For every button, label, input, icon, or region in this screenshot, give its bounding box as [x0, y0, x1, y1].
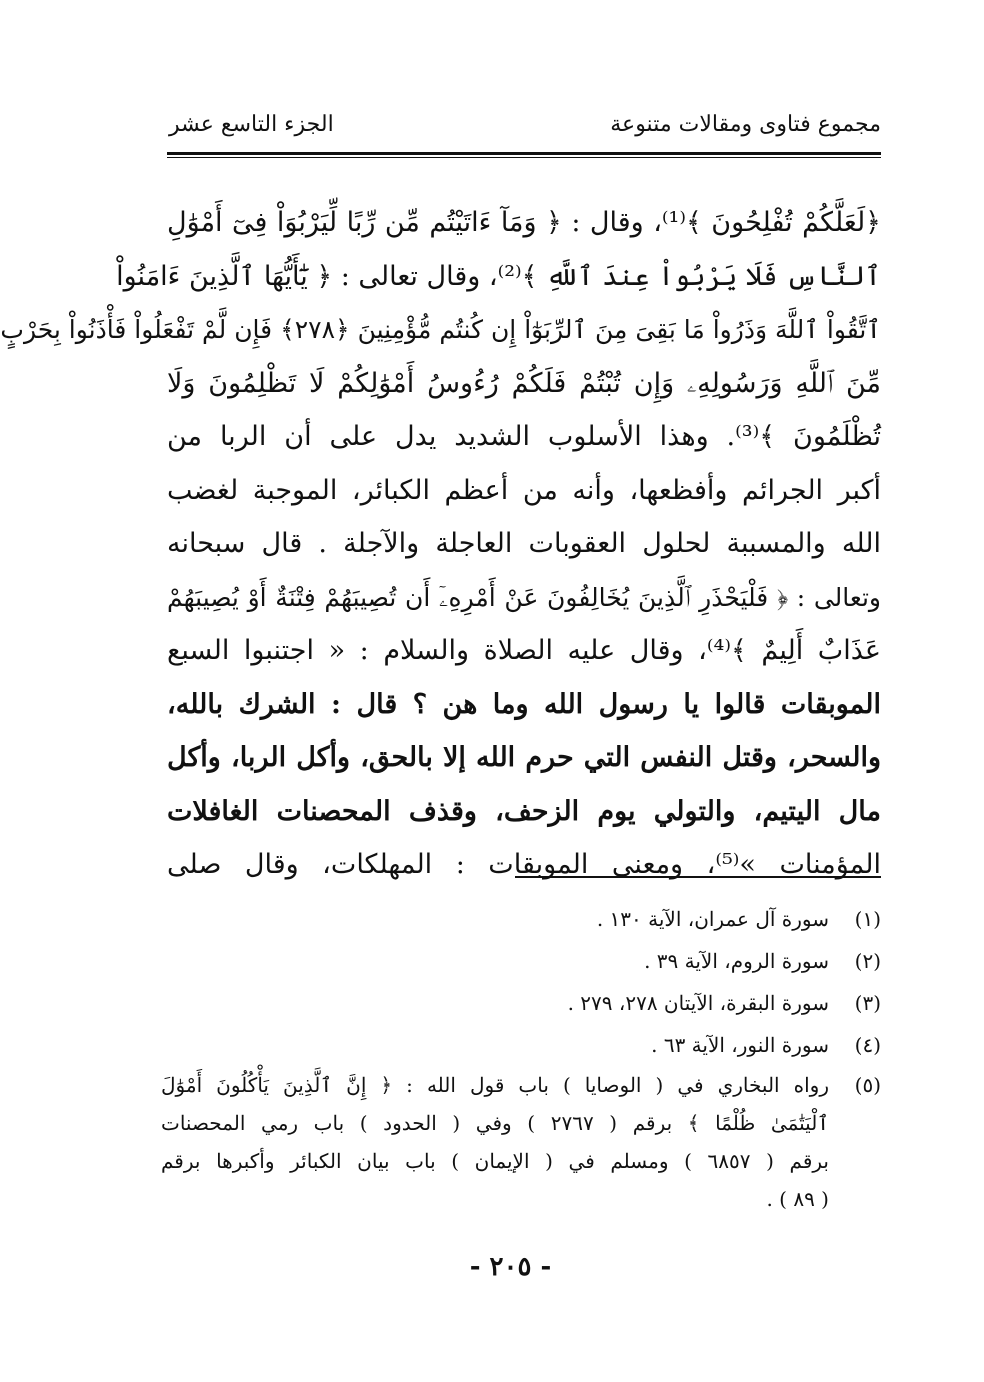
footnote-text: برقم ( ٦٨٥٧ ) ومسلم في ( الإيمان ) باب بيان الكبائر وأكبرها برقم	[161, 1149, 829, 1173]
footnote	[161, 1024, 881, 1066]
header-rule-thin	[167, 157, 881, 158]
footnote-number: (٤)	[854, 1033, 881, 1057]
running-header	[169, 112, 881, 137]
book-title: مجموع فتاوى ومقالات متنوعة	[610, 112, 881, 137]
hadith-line: والسحر، وقتل النفس التي حرم الله إلا بالحق، وأكل الربا، وأكل	[167, 742, 881, 773]
footnote-number: (٢)	[854, 949, 881, 973]
text-line: مِّنَ ٱللَّهِ وَرَسُولِهِۦ وَإِن تُبْتُمْ فَلَكُمْ رُءُوسُ أَمْوَٰلِكُمْ لَا تَظْلِمُونَ وَلَا	[167, 367, 881, 399]
footnote-text: رواه البخاري في ( الوصايا ) باب قول الله : ﴿ إِنَّ ٱلَّذِينَ يَأْكُلُونَ أَمْوَٰلَ	[161, 1073, 829, 1097]
footnote	[161, 982, 881, 1024]
footnote-separator	[515, 876, 881, 878]
footnote	[161, 1066, 881, 1218]
footnote-number: (٥)	[854, 1073, 881, 1097]
main-text	[0, 196, 881, 892]
text-line: الله والمسببة لحلول العقوبات العاجلة والآجلة . قال سبحانه	[167, 528, 881, 559]
footnotes	[161, 898, 881, 1218]
footnote-number: (٣)	[854, 991, 881, 1015]
footnote-text: سورة آل عمران، الآية ١٣٠ .	[596, 907, 829, 931]
page-number: - ٢٠٥ -	[469, 1252, 552, 1282]
header-rule	[167, 152, 881, 155]
footnote-text: سورة النور، الآية ٦٣ .	[651, 1033, 829, 1057]
volume-label: الجزء التاسع عشر	[169, 112, 334, 137]
text-line: ٱتَّقُواْ ٱللَّهَ وَذَرُواْ مَا بَقِىَ مِنَ ٱلرِّبَوٰٓاْ إِن كُنتُم مُّؤْمِنِينَ ﴿٢٧٨﴾ فَإِن لَّمْ تَفْعَلُواْ فَأْذَنُواْ بِحَرْبٍ	[0, 315, 881, 344]
footnote-text: ٱلْيَتَٰمَىٰ ظُلْمًا ﴾ برقم ( ٢٧٦٧ ) وفي ( الحدود ) باب رمي المحصنات	[161, 1111, 830, 1135]
text-line: أكبر الجرائم وأفظعها، وأنه من أعظم الكبائر، الموجبة لغضب	[167, 474, 881, 506]
text-line: تُظْلَمُونَ ﴾⁽³⁾. وهذا الأسلوب الشديد يدل على أن الربا من	[167, 421, 881, 452]
hadith-line: مال اليتيم، والتولي يوم الزحف، وقذف المحصنات الغافلات	[167, 795, 881, 827]
text-line: عَذَابٌ أَلِيمٌ ﴾⁽⁴⁾، وقال عليه الصلاة والسلام : « اجتنبوا السبع	[167, 635, 881, 666]
footnote	[161, 940, 881, 982]
text-line: ٱلنَّاسِ فَلَا يَرْبُواْ عِندَ ٱللَّهِ ﴾⁽²⁾، وقال تعالى : ﴿ يَٰٓأَيُّهَا ٱلَّذِينَ ءَامَنُواْ	[116, 260, 881, 292]
footnote-text: ( ٨٩ ) .	[766, 1187, 829, 1211]
footnote-number: (١)	[854, 907, 881, 931]
footnote	[161, 898, 881, 940]
text-line: وتعالى : ﴿ فَلْيَحْذَرِ ٱلَّذِينَ يُخَالِفُونَ عَنْ أَمْرِهِۦٓ أَن تُصِيبَهُمْ فِتْنَةٌ أَوْ يُصِيبَهُمْ	[167, 582, 881, 612]
text-line: المؤمنات »⁽⁵⁾، ومعنى الموبقات : المهلكات، وقال صلى	[167, 849, 881, 880]
hadith-line: الموبقات قالوا يا رسول الله وما هن ؟ قال : الشرك بالله،	[167, 688, 881, 720]
text-line: ﴿لَعَلَّكُمْ تُفْلِحُونَ ﴾⁽¹⁾، وقال : ﴿ وَمَآ ءَاتَيْتُم مِّن رِّبًا لِّيَرْبُوَاْ فِىٓ أَمْوَٰلِ	[167, 207, 881, 238]
footnote-text: سورة البقرة، الآيتان ٢٧٨، ٢٧٩ .	[567, 991, 829, 1015]
footnote-text: سورة الروم، الآية ٣٩ .	[644, 949, 829, 973]
